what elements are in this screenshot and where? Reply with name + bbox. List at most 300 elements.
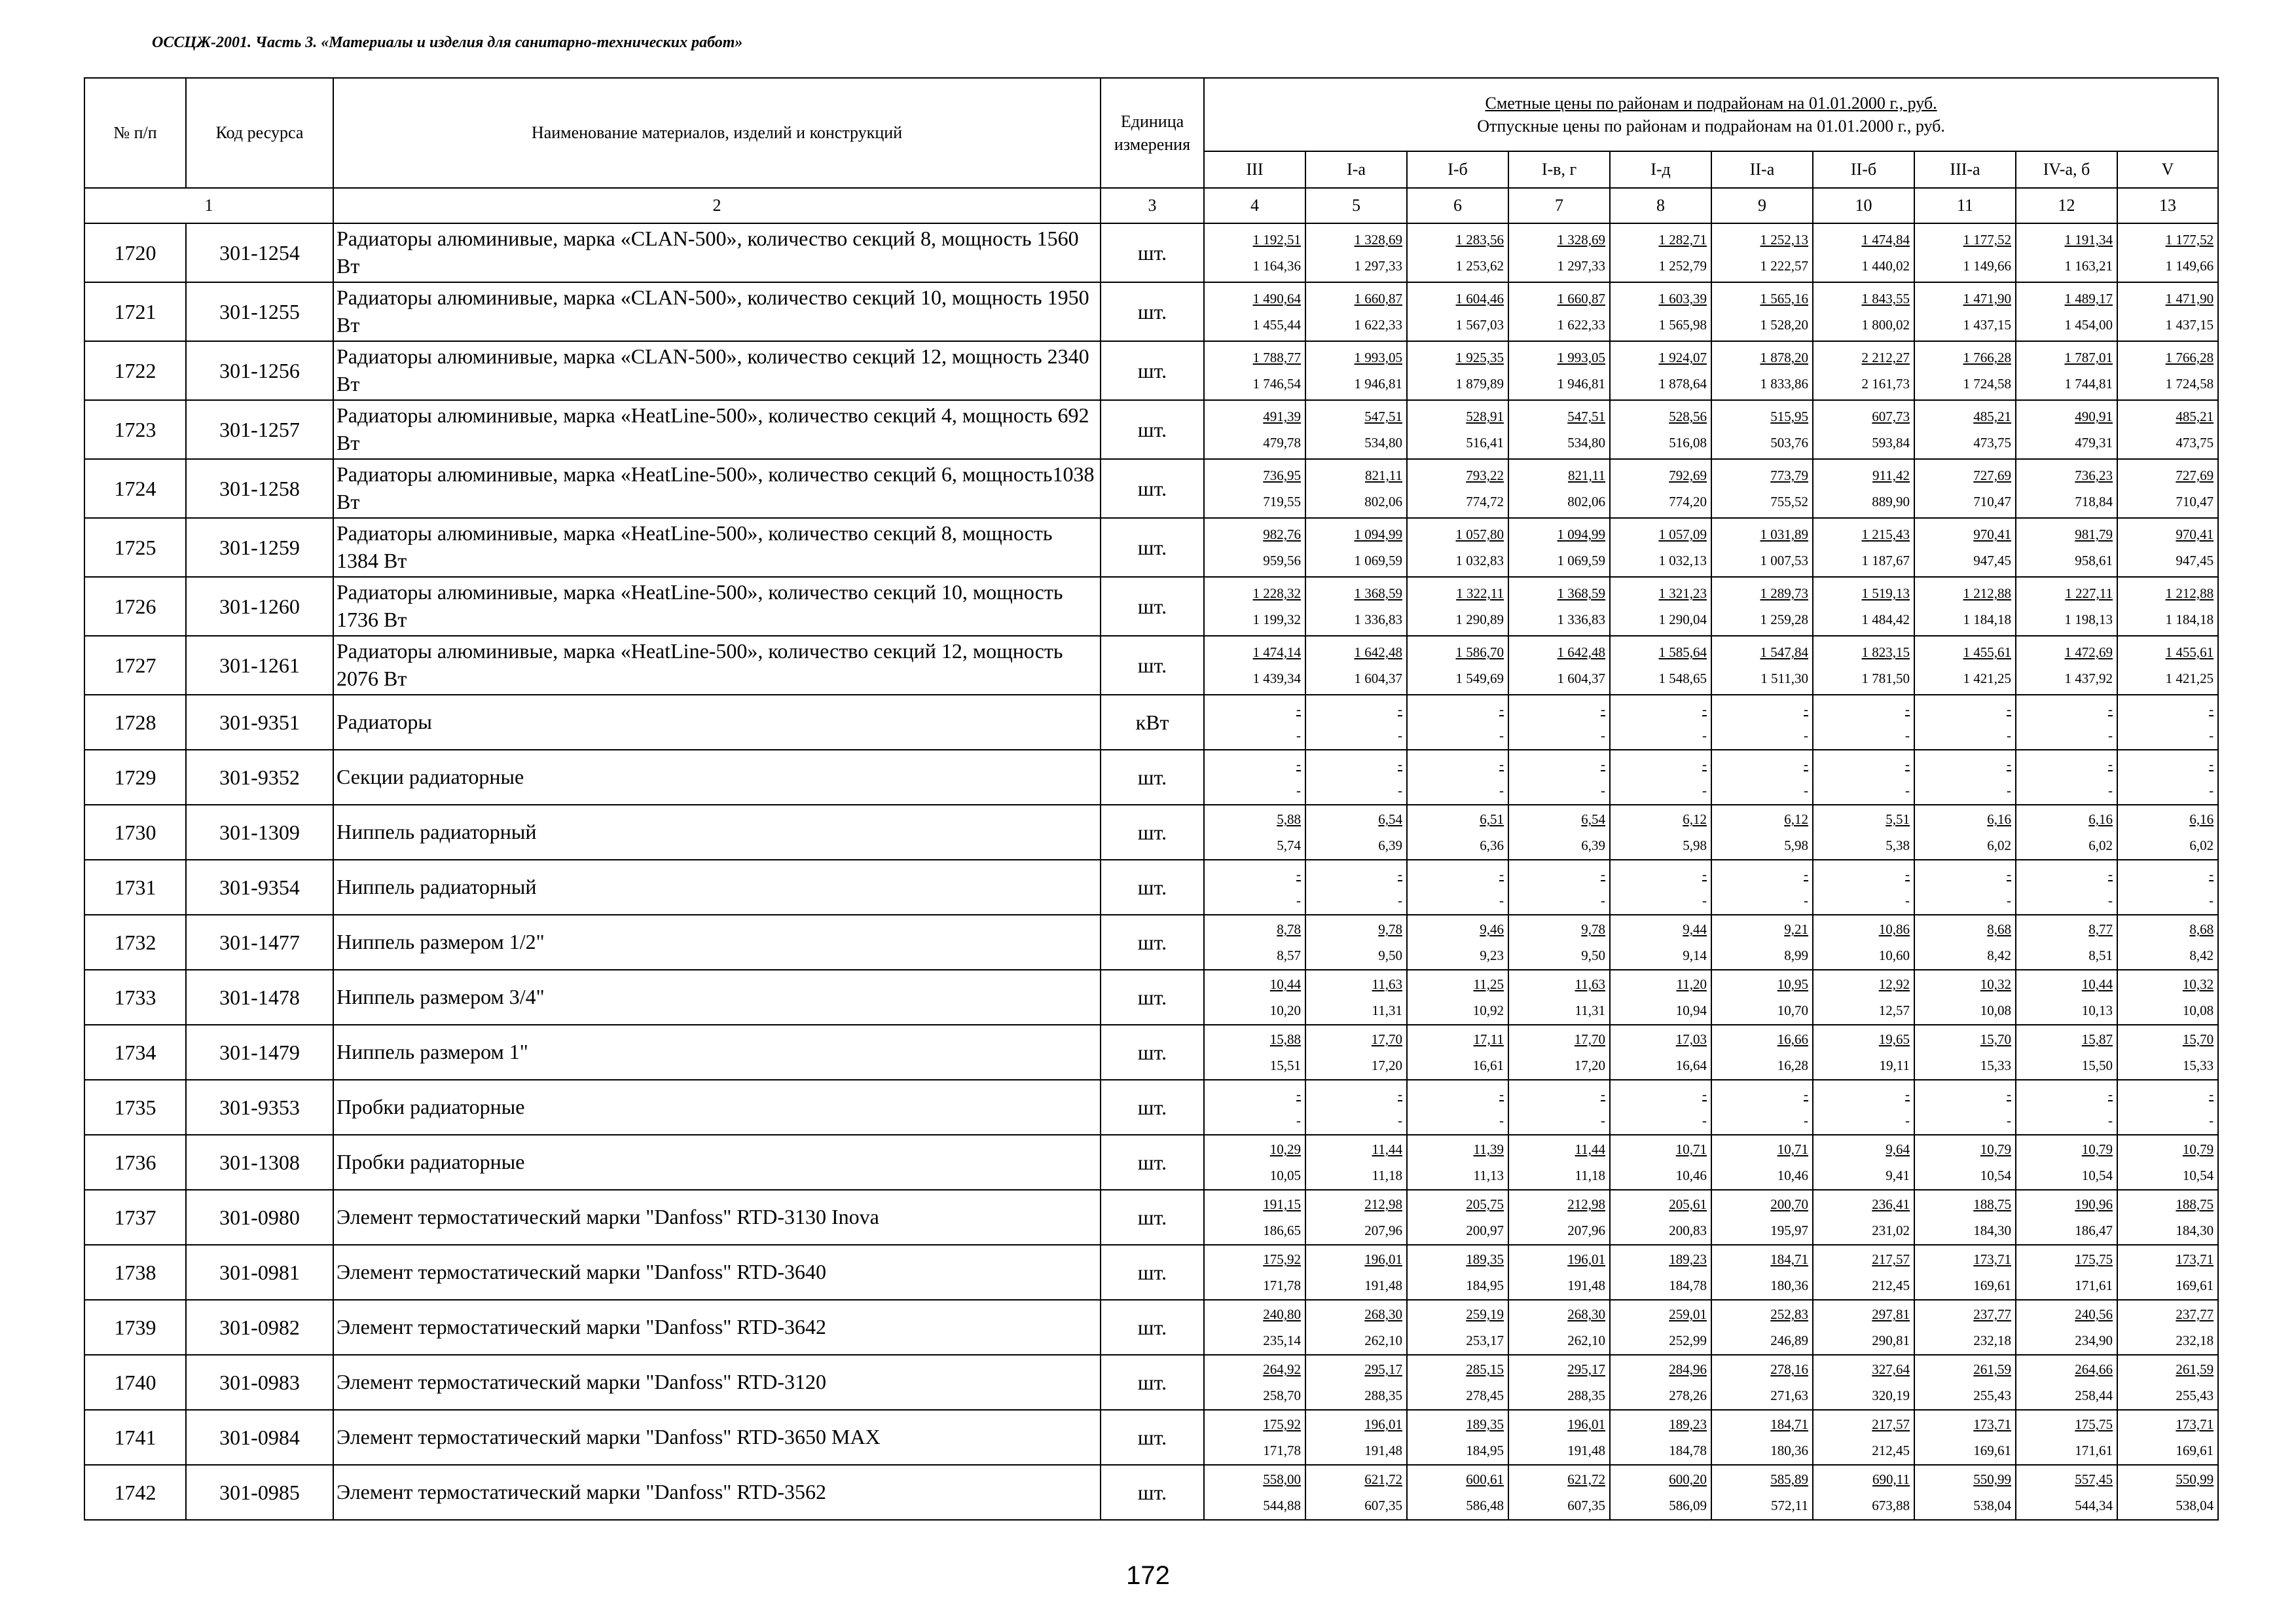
release-price: 19,11 (1879, 1058, 1910, 1073)
unit-of-measure: шт. (1101, 915, 1204, 970)
estimated-price: 558,00 (1263, 1471, 1301, 1487)
release-price: 1 484,42 (1861, 612, 1910, 627)
release-price: 1 455,44 (1252, 317, 1301, 333)
release-price: 719,55 (1263, 494, 1301, 509)
price-cell (1508, 400, 1610, 459)
price-cell (1204, 1080, 1305, 1135)
release-price: 1 724,58 (1963, 376, 2011, 392)
price-cell (1305, 518, 1407, 577)
release-price: 802,06 (1364, 494, 1402, 509)
release-price: 1 604,37 (1354, 671, 1402, 686)
price-cell (1407, 750, 1508, 805)
unit-of-measure: шт. (1101, 400, 1204, 459)
price-cell (1914, 223, 2016, 282)
estimated-price: - (1296, 866, 1301, 882)
estimated-price: 6,54 (1378, 811, 1402, 827)
release-price: - (1398, 893, 1402, 908)
release-price: - (1702, 1113, 1707, 1128)
release-price: 479,78 (1263, 435, 1301, 451)
price-cell (2016, 341, 2117, 400)
material-name: Ниппель размером 1" (333, 1025, 1101, 1080)
unit-of-measure: шт. (1101, 805, 1204, 860)
price-cell (1610, 400, 1711, 459)
release-price: - (1601, 783, 1605, 798)
price-cell (1711, 400, 1813, 459)
release-price: - (2108, 893, 2113, 908)
material-name: Пробки радиаторные (333, 1080, 1101, 1135)
release-price: 17,20 (1574, 1058, 1605, 1073)
release-price: - (1398, 1113, 1402, 1128)
release-price: 9,41 (1886, 1168, 1910, 1183)
release-price: 180,36 (1770, 1278, 1808, 1293)
estimated-price: 1 586,70 (1455, 644, 1504, 660)
unit-of-measure: кВт (1101, 695, 1204, 750)
price-cell (1610, 223, 1711, 282)
estimated-price: 773,79 (1770, 468, 1808, 483)
price-cell (1204, 1135, 1305, 1190)
estimated-price: - (1702, 701, 1707, 717)
price-cell (1305, 915, 1407, 970)
estimated-price: 600,61 (1466, 1471, 1504, 1487)
estimated-price: 1 472,69 (2064, 644, 2113, 660)
price-cell (1610, 915, 1711, 970)
price-cell (1813, 695, 1914, 750)
estimated-price: 11,63 (1575, 976, 1605, 992)
release-price: - (1296, 728, 1301, 743)
release-price: 10,08 (2182, 1003, 2214, 1018)
release-price: 255,43 (2176, 1388, 2214, 1403)
row-number: 1721 (84, 282, 186, 341)
price-cell (1813, 1465, 1914, 1520)
unit-of-measure: шт. (1101, 518, 1204, 577)
price-cell (1407, 695, 1508, 750)
estimated-price: 297,81 (1872, 1306, 1910, 1322)
prices-title-estimated: Сметные цены по районам и подрайонам на 01.01.2000 г., руб. (1485, 93, 1937, 113)
estimated-price: 191,15 (1263, 1196, 1301, 1212)
estimated-price: 175,92 (1263, 1416, 1301, 1432)
release-price: 186,65 (1263, 1223, 1301, 1238)
row-number: 1725 (84, 518, 186, 577)
estimated-price: 8,68 (1987, 921, 2011, 937)
unit-of-measure: шт. (1101, 860, 1204, 915)
price-cell (2016, 400, 2117, 459)
price-cell (2016, 1355, 2117, 1410)
price-cell (2016, 1190, 2117, 1245)
row-number: 1733 (84, 970, 186, 1025)
price-cell (2117, 518, 2218, 577)
estimated-price: 1 455,61 (2165, 644, 2214, 660)
price-cell (1914, 636, 2016, 695)
resource-code: 301-1258 (186, 459, 333, 518)
unit-of-measure: шт. (1101, 1190, 1204, 1245)
price-cell (1610, 577, 1711, 636)
price-cell (1813, 1025, 1914, 1080)
resource-code: 301-0981 (186, 1245, 333, 1300)
document-header: ОССЦЖ-2001. Часть 3. «Материалы и изделия для санитарно-технических работ» (152, 34, 743, 51)
estimated-price: - (1296, 701, 1301, 717)
estimated-price: - (2108, 866, 2113, 882)
price-cell (1711, 282, 1813, 341)
estimated-price: 736,23 (2075, 468, 2113, 483)
estimated-price: 9,46 (1480, 921, 1504, 937)
estimated-price: 911,42 (1872, 468, 1910, 483)
price-cell (1813, 1300, 1914, 1355)
estimated-price: 175,75 (2075, 1416, 2113, 1432)
estimated-price: 217,57 (1872, 1251, 1910, 1267)
resource-code: 301-1257 (186, 400, 333, 459)
estimated-price: 5,51 (1886, 811, 1910, 827)
estimated-price: 1 192,51 (1252, 232, 1301, 248)
release-price: 1 622,33 (1557, 317, 1605, 333)
release-price: 1 746,54 (1252, 376, 1301, 392)
estimated-price: 9,64 (1886, 1141, 1910, 1157)
estimated-price: 10,44 (1269, 976, 1301, 992)
estimated-price: 327,64 (1872, 1361, 1910, 1377)
release-price: 1 297,33 (1557, 258, 1605, 274)
release-price: 1 187,67 (1861, 553, 1910, 568)
price-cell (2016, 1080, 2117, 1135)
estimated-price: 15,70 (1980, 1031, 2011, 1047)
col-header-prices (1204, 78, 2218, 151)
release-price: 9,23 (1480, 948, 1504, 963)
column-number: 10 (1813, 188, 1914, 223)
estimated-price: 10,32 (1980, 976, 2011, 992)
estimated-price: 212,98 (1567, 1196, 1605, 1212)
estimated-price: 1 227,11 (2065, 585, 2113, 601)
price-cell (1204, 915, 1305, 970)
unit-of-measure: шт. (1101, 636, 1204, 695)
estimated-price: 15,88 (1269, 1031, 1301, 1047)
estimated-price: 1 455,61 (1963, 644, 2011, 660)
estimated-price: - (2007, 701, 2011, 717)
estimated-price: 1 878,20 (1760, 350, 1808, 365)
price-cell (1305, 805, 1407, 860)
price-cell (1204, 1025, 1305, 1080)
release-price: 10,92 (1472, 1003, 1504, 1018)
release-price: 1 439,34 (1252, 671, 1301, 686)
estimated-price: 10,79 (1980, 1141, 2011, 1157)
estimated-price: 295,17 (1364, 1361, 1402, 1377)
release-price: 8,57 (1277, 948, 1301, 963)
estimated-price: 17,11 (1473, 1031, 1504, 1047)
estimated-price: 1 215,43 (1861, 526, 1910, 542)
estimated-price: 982,76 (1263, 526, 1301, 542)
estimated-price: 10,29 (1269, 1141, 1301, 1157)
estimated-price: - (2007, 1086, 2011, 1102)
row-number: 1722 (84, 341, 186, 400)
price-cell (1407, 1080, 1508, 1135)
release-price: - (2108, 1113, 2113, 1128)
col-header-name: Наименование материалов, изделий и конструкций (333, 78, 1101, 188)
estimated-price: 981,79 (2075, 526, 2113, 542)
release-price: 10,46 (1777, 1168, 1808, 1183)
price-cell (1711, 1300, 1813, 1355)
region-header: I-б (1407, 151, 1508, 188)
region-header: I-в, г (1508, 151, 1610, 188)
price-cell (1204, 860, 1305, 915)
estimated-price: 6,54 (1581, 811, 1605, 827)
price-cell (1914, 459, 2016, 518)
price-cell (2016, 636, 2117, 695)
estimated-price: 196,01 (1364, 1251, 1402, 1267)
material-name: Пробки радиаторные (333, 1135, 1101, 1190)
estimated-price: 1 788,77 (1252, 350, 1301, 365)
price-cell (1508, 1300, 1610, 1355)
estimated-price: - (2209, 1086, 2214, 1102)
release-price: - (2007, 1113, 2011, 1128)
estimated-price: 264,92 (1263, 1361, 1301, 1377)
price-cell (2117, 1135, 2218, 1190)
estimated-price: 189,23 (1669, 1416, 1707, 1432)
estimated-price: 284,96 (1669, 1361, 1707, 1377)
estimated-price: 261,59 (1973, 1361, 2011, 1377)
price-cell (1204, 341, 1305, 400)
release-price: 1 253,62 (1455, 258, 1504, 274)
release-price: 11,18 (1575, 1168, 1605, 1183)
price-cell (2117, 636, 2218, 695)
resource-code: 301-1260 (186, 577, 333, 636)
release-price: 271,63 (1770, 1388, 1808, 1403)
price-cell (1610, 341, 1711, 400)
price-cell (2117, 805, 2218, 860)
release-price: 1 290,04 (1658, 612, 1707, 627)
price-cell (1813, 282, 1914, 341)
price-cell (1813, 636, 1914, 695)
estimated-price: 10,95 (1777, 976, 1808, 992)
release-price: 16,64 (1675, 1058, 1707, 1073)
estimated-price: - (1905, 866, 1910, 882)
release-price: 479,31 (2075, 435, 2113, 451)
material-name: Радиаторы алюминивые, марка «CLAN-500», количество секций 12, мощность 2340 Вт (333, 341, 1101, 400)
estimated-price: 184,71 (1770, 1416, 1808, 1432)
unit-of-measure: шт. (1101, 1245, 1204, 1300)
release-price: 5,98 (1784, 838, 1808, 853)
material-name: Секции радиаторные (333, 750, 1101, 805)
price-cell (1508, 860, 1610, 915)
unit-of-measure: шт. (1101, 1410, 1204, 1465)
column-number: 5 (1305, 188, 1407, 223)
column-number: 1 (84, 188, 333, 223)
estimated-price: - (1398, 756, 1402, 772)
estimated-price: 1 094,99 (1557, 526, 1605, 542)
estimated-price: 1 660,87 (1354, 291, 1402, 306)
price-cell (1813, 1135, 1914, 1190)
row-number: 1730 (84, 805, 186, 860)
release-price: 1 878,64 (1658, 376, 1707, 392)
price-cell (2117, 970, 2218, 1025)
price-cell (1813, 400, 1914, 459)
table-row (84, 341, 2218, 400)
estimated-price: 173,71 (1973, 1251, 2011, 1267)
price-cell (2117, 459, 2218, 518)
estimated-price: 528,91 (1466, 409, 1504, 424)
price-cell (1711, 577, 1813, 636)
resource-code: 301-9352 (186, 750, 333, 805)
release-price: 184,30 (2176, 1223, 2214, 1238)
estimated-price: 1 322,11 (1456, 585, 1504, 601)
release-price: 6,02 (2189, 838, 2214, 853)
estimated-price: 268,30 (1567, 1306, 1605, 1322)
price-cell (1305, 1300, 1407, 1355)
estimated-price: - (1702, 756, 1707, 772)
estimated-price: 1 321,23 (1658, 585, 1707, 601)
price-cell (1914, 1410, 2016, 1465)
release-price: - (1702, 783, 1707, 798)
estimated-price: 12,92 (1878, 976, 1910, 992)
price-cell (1914, 577, 2016, 636)
release-price: 10,94 (1675, 1003, 1707, 1018)
resource-code: 301-9353 (186, 1080, 333, 1135)
estimated-price: 550,99 (1973, 1471, 2011, 1487)
release-price: - (1499, 1113, 1504, 1128)
price-cell (1407, 860, 1508, 915)
row-number: 1739 (84, 1300, 186, 1355)
price-cell (1813, 341, 1914, 400)
price-cell (1711, 1410, 1813, 1465)
resource-code: 301-9351 (186, 695, 333, 750)
estimated-price: 1 191,34 (2064, 232, 2113, 248)
release-price: 169,61 (1973, 1278, 2011, 1293)
estimated-price: - (1499, 701, 1504, 717)
estimated-price: 9,78 (1378, 921, 1402, 937)
row-number: 1734 (84, 1025, 186, 1080)
price-cell (2117, 223, 2218, 282)
table-row (84, 1355, 2218, 1410)
estimated-price: - (1499, 1086, 1504, 1102)
material-name: Радиаторы алюминивые, марка «HeatLine-500», количество секций 10, мощность 1736 Вт (333, 577, 1101, 636)
price-cell (1914, 1465, 2016, 1520)
price-cell (2016, 1465, 2117, 1520)
price-cell (1204, 400, 1305, 459)
unit-of-measure: шт. (1101, 1080, 1204, 1135)
price-cell (1305, 400, 1407, 459)
release-price: 258,70 (1263, 1388, 1301, 1403)
release-price: 184,95 (1466, 1443, 1504, 1458)
price-cell (2016, 1135, 2117, 1190)
estimated-price: 11,39 (1473, 1141, 1504, 1157)
price-cell (2117, 1245, 2218, 1300)
release-price: - (2007, 783, 2011, 798)
release-price: 288,35 (1567, 1388, 1605, 1403)
price-cell (1610, 1465, 1711, 1520)
estimated-price: - (1905, 701, 1910, 717)
release-price: 1 336,83 (1354, 612, 1402, 627)
price-cell (1508, 1025, 1610, 1080)
estimated-price: 237,77 (2176, 1306, 2214, 1322)
region-header: IV-а, б (2016, 151, 2117, 188)
col-header-unit: Единица измерения (1101, 78, 1204, 188)
price-cell (1914, 695, 2016, 750)
estimated-price: 970,41 (1973, 526, 2011, 542)
price-cell (1610, 805, 1711, 860)
release-price: 184,78 (1669, 1443, 1707, 1458)
release-price: 212,45 (1872, 1443, 1910, 1458)
estimated-price: 10,71 (1675, 1141, 1707, 1157)
release-price: 10,70 (1777, 1003, 1808, 1018)
row-number: 1726 (84, 577, 186, 636)
resource-code: 301-1254 (186, 223, 333, 282)
unit-of-measure: шт. (1101, 341, 1204, 400)
release-price: 231,02 (1872, 1223, 1910, 1238)
release-price: - (2108, 728, 2113, 743)
estimated-price: 212,98 (1364, 1196, 1402, 1212)
release-price: 586,48 (1466, 1498, 1504, 1513)
price-cell (2016, 1025, 2117, 1080)
price-cell (2016, 1245, 2117, 1300)
unit-of-measure: шт. (1101, 1025, 1204, 1080)
resource-code: 301-1309 (186, 805, 333, 860)
estimated-price: 190,96 (2075, 1196, 2113, 1212)
release-price: 1 252,79 (1658, 258, 1707, 274)
price-cell (1407, 970, 1508, 1025)
price-cell (1305, 970, 1407, 1025)
release-price: - (1398, 783, 1402, 798)
release-price: 15,33 (2182, 1058, 2214, 1073)
price-cell (1204, 970, 1305, 1025)
estimated-price: 557,45 (2075, 1471, 2113, 1487)
estimated-price: 491,39 (1263, 409, 1301, 424)
release-price: 802,06 (1567, 494, 1605, 509)
release-price: 1 007,53 (1760, 553, 1808, 568)
price-cell (1204, 636, 1305, 695)
release-price: 673,88 (1872, 1498, 1910, 1513)
material-name: Радиаторы алюминивые, марка «CLAN-500», количество секций 10, мощность 1950 Вт (333, 282, 1101, 341)
estimated-price: - (1499, 756, 1504, 772)
price-cell (2016, 695, 2117, 750)
estimated-price: 15,70 (2182, 1031, 2214, 1047)
release-price: 320,19 (1872, 1388, 1910, 1403)
price-cell (1508, 1410, 1610, 1465)
price-cell (1610, 695, 1711, 750)
price-cell (1914, 1300, 2016, 1355)
estimated-price: 1 565,16 (1760, 291, 1808, 306)
price-cell (1610, 970, 1711, 1025)
release-price: 1 336,83 (1557, 612, 1605, 627)
release-price: 958,61 (2075, 553, 2113, 568)
table-row (84, 223, 2218, 282)
price-cell (1508, 459, 1610, 518)
price-cell (2016, 970, 2117, 1025)
price-cell (1204, 1465, 1305, 1520)
release-price: 538,04 (1973, 1498, 2011, 1513)
estimated-price: 188,75 (1973, 1196, 2011, 1212)
estimated-price: 547,51 (1567, 409, 1605, 424)
table-row (84, 577, 2218, 636)
estimated-price: 1 766,28 (1963, 350, 2011, 365)
release-price: 8,42 (2189, 948, 2214, 963)
release-price: - (2209, 893, 2214, 908)
estimated-price: 15,87 (2081, 1031, 2113, 1047)
estimated-price: - (1296, 756, 1301, 772)
estimated-price: 1 490,64 (1252, 291, 1301, 306)
material-name: Радиаторы (333, 695, 1101, 750)
release-price: 234,90 (2075, 1333, 2113, 1348)
resource-code: 301-0985 (186, 1465, 333, 1520)
release-price: - (1905, 728, 1910, 743)
release-price: 200,97 (1466, 1223, 1504, 1238)
estimated-price: - (1398, 1086, 1402, 1102)
price-cell (1204, 805, 1305, 860)
release-price: 9,14 (1683, 948, 1707, 963)
estimated-price: 1 057,80 (1455, 526, 1504, 542)
estimated-price: 1 471,90 (2165, 291, 2214, 306)
release-price: 184,95 (1466, 1278, 1504, 1293)
release-price: 10,05 (1269, 1168, 1301, 1183)
price-cell (1711, 970, 1813, 1025)
estimated-price: 1 993,05 (1557, 350, 1605, 365)
release-price: 1 032,83 (1455, 553, 1504, 568)
resource-code: 301-0982 (186, 1300, 333, 1355)
